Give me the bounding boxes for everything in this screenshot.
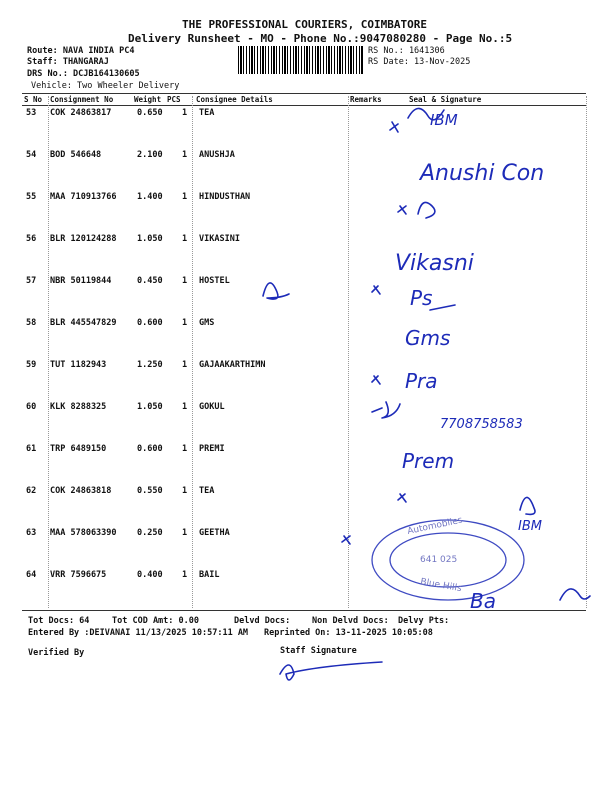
col-header-consignment: Consignment No [50,95,114,104]
consignment-number: BOD 546648 [50,150,102,160]
serial-number: 54 [26,150,37,160]
staff-label: Staff: THANGARAJ [27,57,109,67]
staff-signature-label: Staff Signature [280,646,357,656]
consignee-name: PREMI [199,444,225,454]
pieces-count: 1 [182,444,188,454]
table-row [0,150,600,192]
weight-value: 2.100 [137,150,163,160]
barcode [238,46,364,74]
weight-value: 0.600 [137,318,163,328]
handwriting-row54: Anushi Con [420,161,545,186]
weight-value: 0.250 [137,528,163,538]
consignment-number: COK 24863817 [50,108,112,118]
consignee-name: GEETHA [199,528,230,538]
consignment-number: KLK 8288325 [50,402,107,412]
route-label: Route: NAVA INDIA PC4 [27,46,135,56]
pieces-count: 1 [182,318,188,328]
consignment-number: BLR 445547829 [50,318,117,328]
consignee-name: TEA [199,486,215,496]
handwriting-row53: IBM [430,111,458,129]
consignment-number: COK 24863818 [50,486,112,496]
handwriting-row56: Vikasni [395,251,474,276]
consignee-name: VIKASINI [199,234,240,244]
pieces-count: 1 [182,360,188,370]
consignee-name: TEA [199,108,215,118]
table-row [0,486,600,528]
total-cod-amount: Tot COD Amt: 0.00 [112,616,199,626]
table-row [0,360,600,402]
table-row [0,444,600,486]
handwriting-row59: Pra [405,369,438,393]
pieces-count: 1 [182,528,188,538]
total-docs: Tot Docs: 64 [28,616,90,626]
serial-number: 57 [26,276,37,286]
weight-value: 0.550 [137,486,163,496]
delivered-docs: Delvd Docs: [234,616,291,626]
serial-number: 56 [26,234,37,244]
table-row [0,108,600,150]
table-row [0,318,600,360]
consignment-number: BLR 120124288 [50,234,117,244]
table-row [0,192,600,234]
consignment-number: VRR 7596675 [50,570,107,580]
runsheet-subtitle: Delivery Runsheet - MO - Phone No.:9047080280 - Page No.:5 [128,32,513,45]
col-header-remarks: Remarks [350,95,382,104]
serial-number: 61 [26,444,37,454]
col-header-seal: Seal & Signature [409,95,482,104]
reprinted-on: Reprinted On: 13-11-2025 10:05:08 [264,628,433,638]
vehicle-label: Vehicle: Two Wheeler Delivery [31,81,180,91]
weight-value: 0.650 [137,108,163,118]
column-header-divider [22,105,586,106]
table-row [0,528,600,570]
pieces-count: 1 [182,402,188,412]
col-header-consignee: Consignee Details [196,95,273,104]
pieces-count: 1 [182,486,188,496]
consignment-number: MAA 578063390 [50,528,117,538]
serial-number: 58 [26,318,37,328]
footer-divider [22,610,586,611]
table-row [0,276,600,318]
consignee-name: GOKUL [199,402,225,412]
weight-value: 1.250 [137,360,163,370]
table-row [0,402,600,444]
pieces-count: 1 [182,108,188,118]
consignment-number: MAA 710913766 [50,192,117,202]
weight-value: 0.400 [137,570,163,580]
weight-value: 1.050 [137,234,163,244]
handwriting-row62: IBM [518,519,542,534]
pieces-count: 1 [182,276,188,286]
weight-value: 0.600 [137,444,163,454]
weight-value: 1.050 [137,402,163,412]
entered-by: Entered By :DEIVANAI 11/13/2025 10:57:11 AM [28,628,249,638]
serial-number: 53 [26,108,37,118]
consignee-name: BAIL [199,570,220,580]
delivery-points: Delvy Pts: [398,616,450,626]
rs-number: RS No.: 1641306 [368,46,445,56]
stamp-text: 641 025 [420,555,458,565]
consignee-name: GMS [199,318,215,328]
company-title: THE PROFESSIONAL COURIERS, COIMBATORE [182,18,428,31]
drs-label: DRS No.: DCJB164130605 [27,69,140,79]
consignee-name: HINDUSTHAN [199,192,251,202]
handwriting-row61: Prem [402,449,455,473]
verified-by-label: Verified By [28,648,85,658]
serial-number: 62 [26,486,37,496]
table-row [0,570,600,612]
weight-value: 1.400 [137,192,163,202]
col-header-pcs: PCS [167,95,181,104]
serial-number: 55 [26,192,37,202]
table-row [0,234,600,276]
pieces-count: 1 [182,150,188,160]
col-header-sno: S No [24,95,43,104]
serial-number: 60 [26,402,37,412]
handwriting-phone: 7708758583 [440,417,523,432]
serial-number: 64 [26,570,37,580]
consignee-name: HOSTEL [199,276,230,286]
serial-number: 63 [26,528,37,538]
consignee-name: GAJAAKARTHIMN [199,360,266,370]
non-delivered-docs: Non Delvd Docs: [312,616,389,626]
weight-value: 0.450 [137,276,163,286]
stamp-text: Blue Hills [419,577,463,595]
consignment-number: TRP 6489150 [50,444,107,454]
handwriting-row58: Gms [405,326,451,350]
stamp-text: Automobiles [406,515,464,537]
handwriting-row64: Ba [470,589,496,613]
header-divider [22,93,586,94]
pieces-count: 1 [182,234,188,244]
serial-number: 59 [26,360,37,370]
consignment-number: NBR 50119844 [50,276,112,286]
pieces-count: 1 [182,570,188,580]
rs-date: RS Date: 13-Nov-2025 [368,57,471,67]
pieces-count: 1 [182,192,188,202]
col-header-weight: Weight [134,95,162,104]
consignee-name: ANUSHJA [199,150,235,160]
consignment-number: TUT 1182943 [50,360,107,370]
handwriting-row57: Ps [410,286,433,310]
